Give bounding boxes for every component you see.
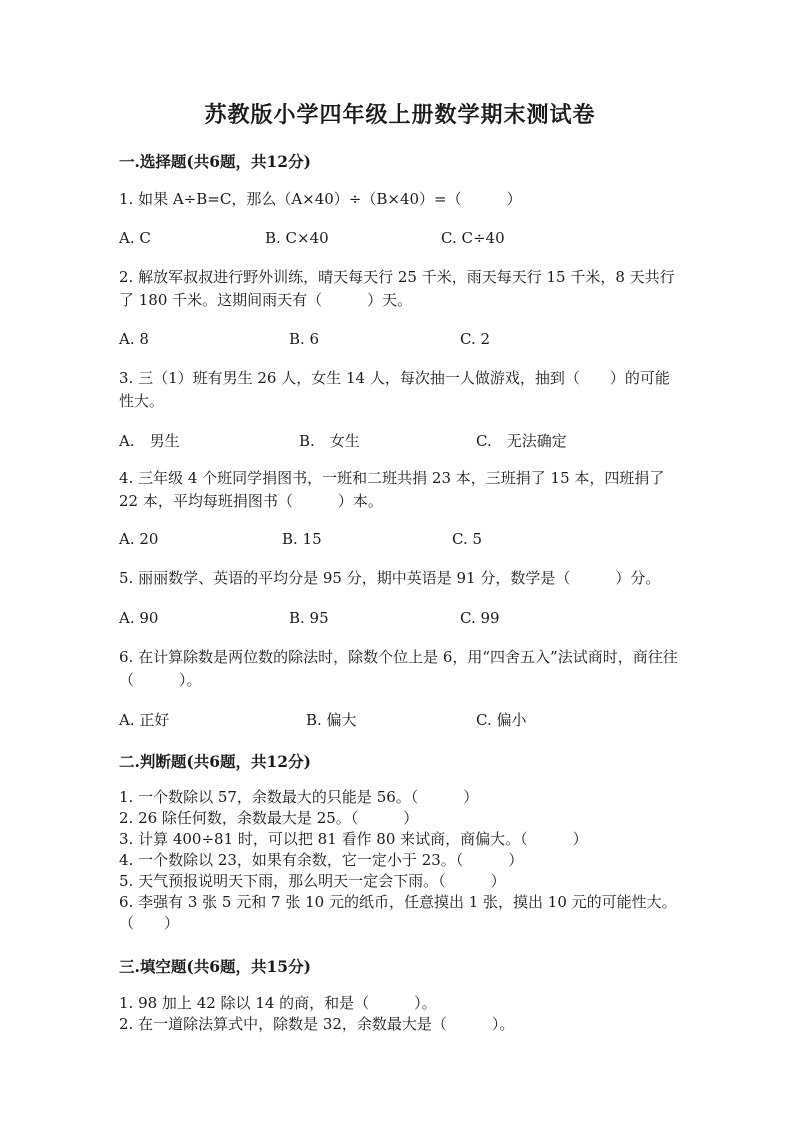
option-b: B. 偏大 — [306, 711, 357, 729]
option-c: C. 99 — [460, 609, 500, 627]
judgement-item-5: 5. 天气预报说明天下雨，那么明天一定会下雨。（ ） — [119, 872, 506, 890]
section-heading-fill-blank: 三.填空题(共6题，共15分) — [119, 957, 311, 976]
question-1: 1. 如果 A÷B=C，那么（A×40）÷（B×40）=（ ） — [119, 190, 522, 208]
option-c: C. C÷40 — [441, 229, 505, 247]
judgement-item-6: 6. 李强有 3 张 5 元和 7 张 10 元的纸币，任意摸出 1 张，摸出 10 元的可能性大。 （ ） — [119, 893, 715, 932]
option-c: C. 2 — [460, 330, 491, 348]
fill-blank-item-2: 2. 在一道除法算式中，除数是 32，余数最大是（ ）。 — [119, 1015, 515, 1033]
option-a: A. C — [119, 229, 151, 247]
option-c: C. 无法确定 — [476, 432, 567, 450]
question-4: 4. 三年级 4 个班同学捐图书，一班和二班共捐 23 本，三班捐了 15 本，四班捐了 22 本，平均每班捐图书（ ）本。 — [119, 469, 665, 510]
judgement-item-2: 2. 26 除任何数，余数最大是 25。（ ） — [119, 809, 419, 827]
option-b: B. 女生 — [299, 432, 360, 450]
section-heading-judgement: 二.判断题(共6题，共12分) — [119, 752, 311, 771]
judgement-item-4: 4. 一个数除以 23，如果有余数，它一定小于 23。（ ） — [119, 851, 524, 869]
question-3: 3. 三（1）班有男生 26 人，女生 14 人，每次抽一人做游戏，抽到（ ）的可能性大。 — [119, 369, 670, 410]
option-b: B. 15 — [282, 530, 322, 548]
fill-blank-item-1: 1. 98 加上 42 除以 14 的商，和是（ ）。 — [119, 994, 437, 1012]
option-a: A. 正好 — [119, 711, 170, 729]
option-a: A. 90 — [119, 609, 159, 627]
question-6: 6. 在计算除数是两位数的除法时，除数个位上是 6，用“四舍五入”法试商时，商往往（ ）。 — [119, 648, 678, 689]
option-a: A. 8 — [119, 330, 149, 348]
judgement-item-1: 1. 一个数除以 57，余数最大的只能是 56。（ ） — [119, 788, 479, 806]
option-b: B. 95 — [289, 609, 329, 627]
section-heading-choice: 一.选择题(共6题，共12分) — [119, 152, 311, 171]
page-title: 苏教版小学四年级上册数学期末测试卷 — [204, 102, 596, 128]
judgement-item-3: 3. 计算 400÷81 时，可以把 81 看作 80 来试商，商偏大。（ ） — [119, 830, 588, 848]
option-c: C. 5 — [452, 530, 483, 548]
question-2: 2. 解放军叔叔进行野外训练，晴天每天行 25 千米，雨天每天行 15 千米，8 天共行了 180 千米。这期间雨天有（ ）天。 — [119, 268, 675, 309]
option-b: B. 6 — [289, 330, 320, 348]
option-a: A. 男生 — [119, 432, 180, 450]
option-a: A. 20 — [119, 530, 159, 548]
question-5: 5. 丽丽数学、英语的平均分是 95 分，期中英语是 91 分，数学是（ ）分。 — [119, 569, 661, 587]
option-b: B. C×40 — [265, 229, 329, 247]
option-c: C. 偏小 — [476, 711, 527, 729]
